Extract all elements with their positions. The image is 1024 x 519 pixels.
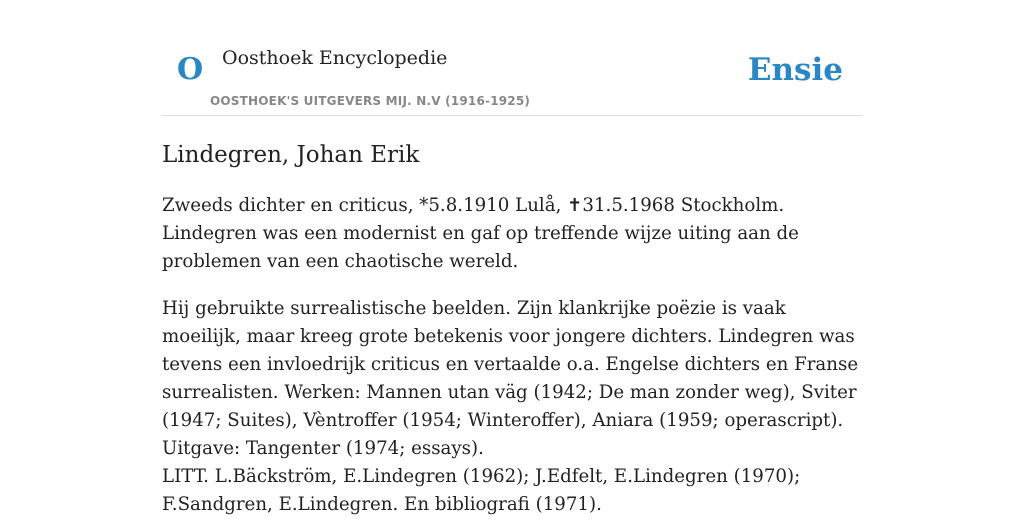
site-subtitle: OOSTHOEK'S UITGEVERS MIJ. N.V (1916-1925) xyxy=(210,94,531,108)
entry-title: Lindegren, Johan Erik xyxy=(162,142,420,168)
site-header xyxy=(162,0,862,116)
entry-paragraph-1: Zweeds dichter en criticus, *5.8.1910 Lulå, ✝31.5.1968 Stockholm. Lindegren was een modernist en gaf op treffende wijze uiting aan de problemen van een chaotische wereld. xyxy=(162,195,799,272)
brand-logo[interactable]: Ensie xyxy=(747,52,843,88)
page-container xyxy=(162,0,862,515)
site-title[interactable]: Oosthoek Encyclopedie xyxy=(222,47,448,69)
logo-icon[interactable]: O xyxy=(177,52,204,87)
literature-references: LITT. L.Bäckström, E.Lindegren (1962); J.Edfelt, E.Lindegren (1970); F.Sandgren, E.Lindegren. En bibliografi (1971). xyxy=(162,466,801,515)
entry-paragraph-2: Hij gebruikte surrealistische beelden. Zijn klankrijke poëzie is vaak moeilijk, maar kreeg grote betekenis voor jongere dichters. Lindegren was tevens een invloedrijk criticus en vertaalde o.a. Engelse dichters en Franse surrealisten. Werken: Mannen utan väg (1942; De man zonder weg), Sviter (1947; Suites), Vèntroffer (1954; Winteroffer), Aniara (1959; operascript). Uitgave: Tangenter (1974; essays). xyxy=(162,298,859,459)
